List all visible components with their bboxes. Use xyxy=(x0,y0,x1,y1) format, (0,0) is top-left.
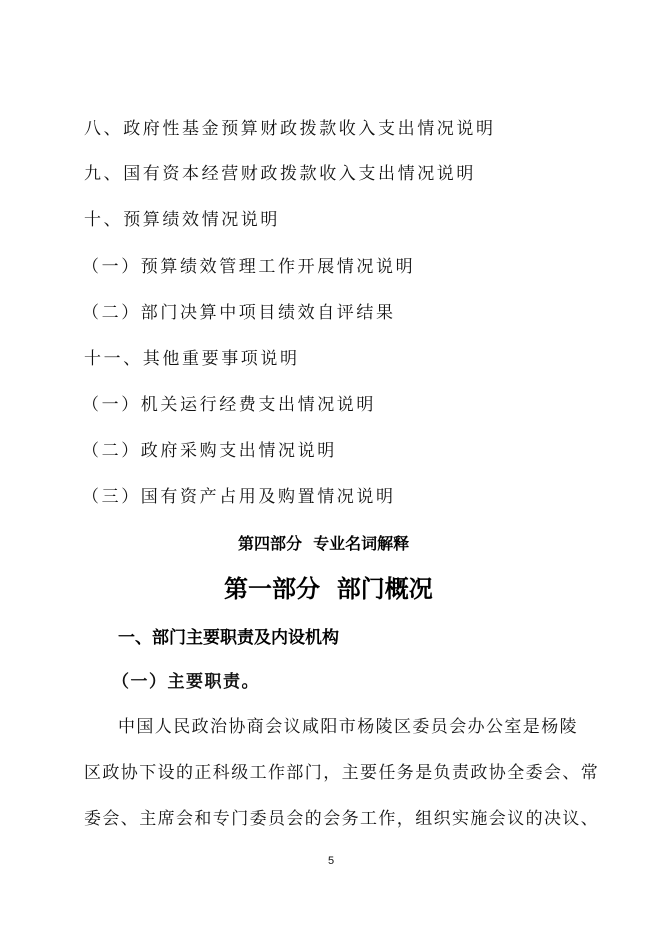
toc-item-10: 十、预算绩效情况说明 xyxy=(84,210,280,230)
toc-part-4: 第四部分 专业名词解释 xyxy=(238,534,410,553)
part-1-title: 第一部分 部门概况 xyxy=(224,575,433,603)
toc-item-9: 九、国有资本经营财政拨款收入支出情况说明 xyxy=(84,164,476,184)
paragraph-line: 中国人民政治协商会议咸阳市杨陵区委员会办公室是杨陵 xyxy=(118,717,578,737)
toc-item-8: 八、政府性基金预算财政拨款收入支出情况说明 xyxy=(84,119,496,139)
toc-item-11-2: （二）政府采购支出情况说明 xyxy=(82,441,337,461)
subsection-1-heading: （一）主要职责。 xyxy=(112,672,260,692)
toc-item-11-1: （一）机关运行经费支出情况说明 xyxy=(82,395,376,415)
toc-item-11-3: （三）国有资产占用及购置情况说明 xyxy=(82,487,396,507)
toc-item-10-1: （一）预算绩效管理工作开展情况说明 xyxy=(82,257,416,277)
paragraph-line: 委会、主席会和专门委员会的会务工作，组织实施会议的决议、 xyxy=(84,809,600,829)
toc-item-10-2: （二）部门决算中项目绩效自评结果 xyxy=(82,303,396,323)
section-1-heading: 一、部门主要职责及内设机构 xyxy=(118,628,339,648)
toc-item-11: 十一、其他重要事项说明 xyxy=(84,349,300,369)
page-number: 5 xyxy=(327,855,335,867)
paragraph-line: 区政协下设的正科级工作部门，主要任务是负责政协全委会、常 xyxy=(84,763,600,783)
